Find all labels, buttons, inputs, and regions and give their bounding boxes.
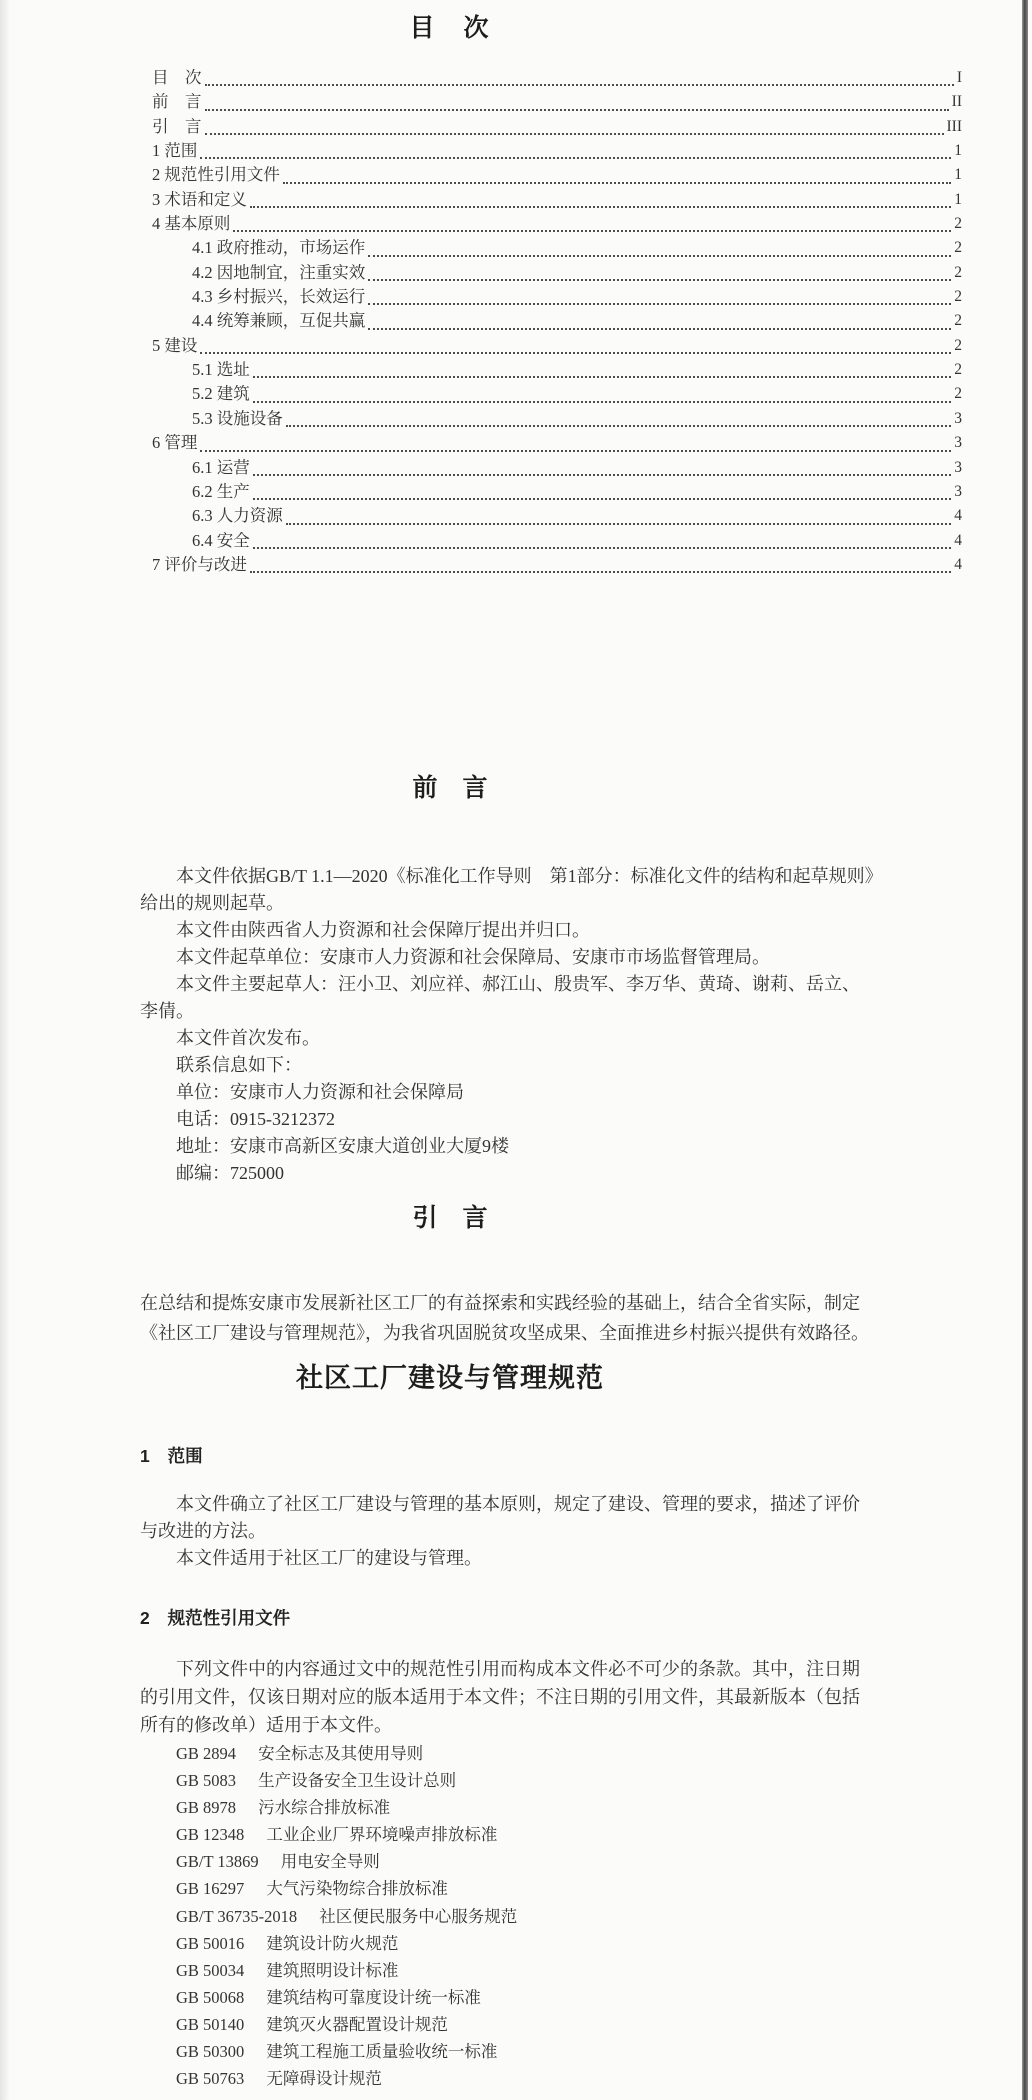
toc-entry-page-number: 3 <box>954 434 962 452</box>
toc-entry[interactable] <box>152 212 962 236</box>
reference-item <box>176 1848 517 1875</box>
reference-item <box>176 1821 517 1848</box>
toc-entry-page-number: 3 <box>954 458 962 476</box>
toc-entry-page-number: II <box>951 93 962 111</box>
reference-title: 建筑工程施工质量验收统一标准 <box>266 2042 498 2062</box>
reference-code: GB 5083 <box>176 1771 237 1791</box>
toc-entry[interactable] <box>152 309 962 333</box>
introduction-line: 在总结和提炼安康市发展新社区工厂的有益探索和实践经验的基础上，结合全省实际，制定 <box>140 1293 860 1313</box>
toc-leader-dots <box>205 90 949 110</box>
toc-entry[interactable] <box>152 358 962 382</box>
toc-leader-dots <box>253 358 952 378</box>
toc-leader-dots <box>286 504 952 524</box>
reference-title: 用电安全导则 <box>280 1852 380 1872</box>
foreword-line: 李倩。 <box>140 1001 194 1021</box>
toc-entry[interactable] <box>152 529 962 553</box>
toc-entry-page-number: 2 <box>954 336 962 354</box>
section-2-heading <box>140 1605 290 1630</box>
toc-entry-page-number: 2 <box>954 215 962 233</box>
toc-leader-dots <box>233 212 951 232</box>
toc-entry-label: 4 基本原则 <box>152 214 231 234</box>
section-2-number: 2 <box>140 1608 150 1628</box>
section-2-title: 规范性引用文件 <box>167 1608 291 1628</box>
reference-code: GB 50300 <box>176 2042 245 2062</box>
toc-entry-page-number: 3 <box>954 409 962 427</box>
toc-entry-page-number: III <box>946 117 962 135</box>
toc-entry-label: 4.2 因地制宜，注重实效 <box>192 262 366 282</box>
reference-code: GB/T 13869 <box>176 1852 259 1872</box>
reference-item <box>176 1767 517 1794</box>
reference-item <box>176 1875 517 1902</box>
toc-entry-page-number: 2 <box>954 239 962 257</box>
toc-leader-dots <box>368 285 951 305</box>
toc-entry-label: 5 建设 <box>152 335 198 355</box>
reference-title: 建筑结构可靠度设计统一标准 <box>266 1987 481 2007</box>
reference-title: 大气污染物综合排放标准 <box>266 1879 448 1899</box>
reference-title: 无障碍设计规范 <box>266 2069 382 2089</box>
toc-entry-page-number: 4 <box>954 507 962 525</box>
toc-entry-page-number: 2 <box>954 312 962 330</box>
toc-entry[interactable] <box>152 553 962 577</box>
toc-entry-page-number: 2 <box>954 263 962 281</box>
scope-paragraphs <box>140 1491 1012 1572</box>
toc-entry-label: 4.3 乡村振兴，长效运行 <box>192 287 366 307</box>
reference-item <box>176 1930 517 1957</box>
toc-entry-label: 前 言 <box>152 92 202 112</box>
reference-code: GB 50016 <box>176 1933 245 1953</box>
reference-code: GB 16297 <box>176 1879 245 1899</box>
scope-line: 本文件确立了社区工厂建设与管理的基本原则，规定了建设、管理的要求，描述了评价 <box>140 1494 860 1514</box>
toc-leader-dots <box>200 334 951 354</box>
reference-code: GB 50140 <box>176 2014 245 2034</box>
toc-entry-page-number: 1 <box>954 190 962 208</box>
scope-line: 本文件适用于社区工厂的建设与管理。 <box>140 1548 482 1568</box>
reference-title: 污水综合排放标准 <box>258 1798 391 1818</box>
foreword-paragraphs <box>140 863 1012 1187</box>
toc-entry-page-number: 2 <box>954 361 962 379</box>
section-1-heading <box>140 1443 203 1468</box>
reference-item <box>176 1957 517 1984</box>
normative-references-line: 所有的修改单）适用于本文件。 <box>140 1715 392 1735</box>
reference-code: GB 50034 <box>176 1960 245 1980</box>
introduction-title: 引 言 <box>412 1204 488 1232</box>
reference-code: GB 50763 <box>176 2069 245 2089</box>
reference-title: 建筑设计防火规范 <box>266 1933 399 1953</box>
reference-code: GB 2894 <box>176 1744 237 1763</box>
toc-entry-page-number: 4 <box>954 531 962 549</box>
toc-entry[interactable] <box>152 407 962 431</box>
toc-entry-label: 7 评价与改进 <box>152 554 247 574</box>
toc-entry-page-number: 2 <box>954 288 962 306</box>
foreword-title: 前 言 <box>412 774 488 802</box>
toc-leader-dots <box>253 480 952 500</box>
toc-leader-dots <box>283 163 951 183</box>
reference-code: GB 12348 <box>176 1825 245 1845</box>
toc-entry-label: 6.3 人力资源 <box>192 506 283 526</box>
toc-entry[interactable] <box>152 236 962 260</box>
section-1-number: 1 <box>140 1446 150 1466</box>
toc-entry-label: 5.2 建筑 <box>192 384 250 404</box>
toc-entry[interactable] <box>152 188 962 212</box>
reference-code: GB 50068 <box>176 1987 245 2007</box>
reference-item <box>176 1794 517 1821</box>
reference-item <box>176 1984 517 2011</box>
toc-entry-label: 5.3 设施设备 <box>192 408 283 428</box>
introduction-line: 《社区工厂建设与管理规范》，为我省巩固脱贫攻坚成果、全面推进乡村振兴提供有效路径。 <box>140 1323 869 1343</box>
reference-item <box>176 1740 517 1767</box>
toc-entry-label: 6.1 运营 <box>192 457 250 477</box>
reference-title: 建筑灭火器配置设计规范 <box>266 2014 448 2034</box>
toc-entry-page-number: 3 <box>954 482 962 500</box>
toc-entry[interactable] <box>152 90 962 114</box>
toc-entry-label: 4.4 统筹兼顾，互促共赢 <box>192 311 366 331</box>
foreword-line: 本文件由陕西省人力资源和社会保障厅提出并归口。 <box>140 920 590 940</box>
document-title: 社区工厂建设与管理规范 <box>296 1363 604 1393</box>
scope-line: 与改进的方法。 <box>140 1521 266 1541</box>
toc-entry-label: 3 术语和定义 <box>152 189 247 209</box>
toc-leader-dots <box>200 139 951 159</box>
foreword-line: 单位：安康市人力资源和社会保障局 <box>140 1082 464 1102</box>
foreword-line: 本文件依据GB/T 1.1—2020《标准化工作导则 第1部分：标准化文件的结构和起草规则》 <box>140 866 883 886</box>
toc-entry[interactable] <box>152 66 962 90</box>
toc-entry[interactable] <box>152 456 962 480</box>
normative-references-line: 的引用文件，仅该日期对应的版本适用于本文件；不注日期的引用文件，其最新版本（包括 <box>140 1687 860 1707</box>
reference-code: GB/T 36735-2018 <box>176 1906 298 1926</box>
scan-left-edge-shadow <box>0 0 10 2100</box>
toc-entry-label: 1 范围 <box>152 141 198 161</box>
toc-entry-label: 6.4 安全 <box>192 530 250 550</box>
reference-code: GB 8978 <box>176 1798 237 1818</box>
reference-title: 建筑照明设计标准 <box>266 1960 399 1980</box>
toc-entry[interactable] <box>152 285 962 309</box>
toc-entry-label: 目 次 <box>152 68 202 87</box>
toc-title: 目 次 <box>409 14 491 42</box>
foreword-line: 给出的规则起草。 <box>140 893 284 913</box>
scan-right-edge-line <box>1022 0 1028 2100</box>
reference-title: 社区便民服务中心服务规范 <box>319 1906 518 1926</box>
introduction-paragraph <box>140 1288 1012 1348</box>
toc-entry[interactable] <box>152 163 962 187</box>
toc-entry[interactable] <box>152 480 962 504</box>
reference-item <box>176 2038 517 2065</box>
toc-entry-label: 2 规范性引用文件 <box>152 165 280 185</box>
toc-entry-page-number: 2 <box>954 385 962 403</box>
foreword-line: 本文件首次发布。 <box>140 1028 320 1048</box>
toc-leader-dots <box>368 236 951 256</box>
foreword-line: 邮编：725000 <box>140 1163 284 1183</box>
toc-entry[interactable] <box>152 261 962 285</box>
toc-entry-page-number: 1 <box>954 142 962 160</box>
reference-item <box>176 1903 517 1930</box>
toc-entry-page-number: 4 <box>954 555 962 573</box>
reference-title: 安全标志及其使用导则 <box>258 1744 424 1763</box>
toc-entry[interactable] <box>152 139 962 163</box>
toc-leader-dots <box>368 309 951 329</box>
toc-entry[interactable] <box>152 115 962 139</box>
standards-reference-list <box>176 1740 517 2092</box>
toc-entry[interactable] <box>152 334 962 358</box>
toc-entry-label: 6 管理 <box>152 433 198 453</box>
toc-leader-dots <box>205 115 944 135</box>
toc-entry-label: 引 言 <box>152 116 202 136</box>
reference-item <box>176 2011 517 2038</box>
toc-entry[interactable] <box>152 504 962 528</box>
foreword-line: 本文件主要起草人：汪小卫、刘应祥、郝江山、殷贵军、李万华、黄琦、谢莉、岳立、 <box>140 974 860 994</box>
toc-leader-dots <box>250 553 951 573</box>
toc-entry-label: 5.1 选址 <box>192 360 250 380</box>
reference-title: 生产设备安全卫生设计总则 <box>258 1771 457 1791</box>
foreword-line: 电话：0915-3212372 <box>140 1109 335 1129</box>
foreword-line: 联系信息如下： <box>140 1055 302 1075</box>
toc-list <box>152 66 962 577</box>
toc-entry-label: 4.1 政府推动，市场运作 <box>192 238 366 258</box>
toc-leader-dots <box>286 407 952 427</box>
toc-entry-label: 6.2 生产 <box>192 481 250 501</box>
foreword-line: 地址：安康市高新区安康大道创业大厦9楼 <box>140 1136 509 1156</box>
toc-entry[interactable] <box>152 431 962 455</box>
toc-leader-dots <box>253 529 952 549</box>
toc-entry-page-number: I <box>956 69 962 86</box>
toc-leader-dots <box>253 382 952 402</box>
reference-item <box>176 2065 517 2092</box>
toc-leader-dots <box>250 188 951 208</box>
section-1-title: 范围 <box>167 1446 203 1466</box>
normative-references-paragraph <box>140 1655 1012 1739</box>
toc-entry-page-number: 1 <box>954 166 962 184</box>
foreword-line: 本文件起草单位：安康市人力资源和社会保障局、安康市市场监督管理局。 <box>140 947 770 967</box>
toc-entry[interactable] <box>152 382 962 406</box>
toc-leader-dots <box>200 431 951 451</box>
reference-title: 工业企业厂界环境噪声排放标准 <box>266 1825 498 1845</box>
toc-leader-dots <box>253 456 952 476</box>
toc-leader-dots <box>205 66 954 86</box>
normative-references-line: 下列文件中的内容通过文中的规范性引用而构成本文件必不可少的条款。其中，注日期 <box>140 1659 860 1679</box>
toc-leader-dots <box>368 261 951 281</box>
